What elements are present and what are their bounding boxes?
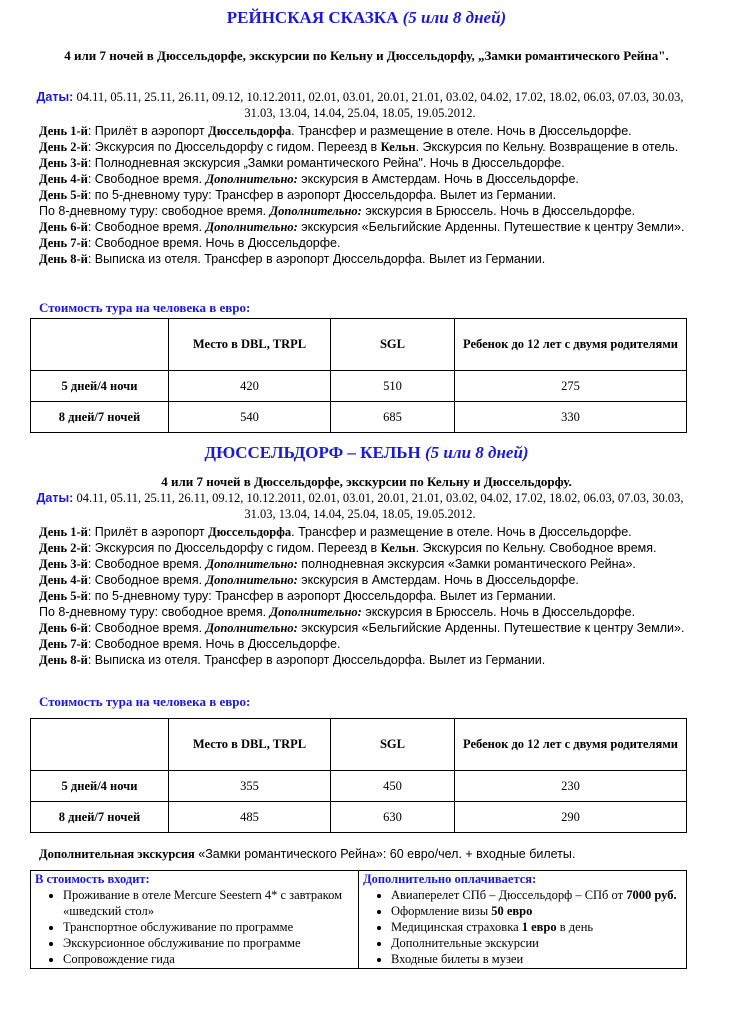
day-text: : Полнодневная экскурсия „Замки романтического Рейна". Ночь в Дюссельдорфе. — [87, 156, 565, 170]
included-table — [30, 870, 687, 969]
tour1-dates-text: 04.11, 05.11, 25.11, 26.11, 09.12, 10.12.2011, 02.01, 03.01, 20.01, 21.01, 03.02, 04.02, 17.02, 18.02, 06.03, 07.03, 30.03, 31.03, 13.04, 14.04, 25.04, 18.05, 19.05.2012. — [73, 90, 684, 120]
price-header-cell: Место в DBL, TRPL — [169, 719, 331, 771]
price-cell: 330 — [455, 402, 687, 433]
paid-item-price: 50 евро — [491, 904, 533, 918]
itinerary-day — [39, 620, 689, 636]
day-optional-label: Дополнительно: — [205, 220, 298, 234]
day-label: День 6-й — [39, 621, 88, 635]
paid-item-price: 7000 руб. — [626, 888, 677, 902]
price-cell: 355 — [169, 771, 331, 802]
price-row — [31, 771, 687, 802]
itinerary-day — [39, 604, 689, 620]
itinerary-day — [39, 235, 689, 251]
tour2-subtitle: 4 или 7 ночей в Дюссельдорфе, экскурсии по Кельну и Дюссельдорфу. — [161, 474, 572, 489]
day-optional-label: Дополнительно: — [205, 557, 298, 571]
paid-list — [363, 887, 682, 967]
paid-item-text: Медицинская страховка — [391, 920, 522, 934]
tour1-title — [0, 8, 733, 28]
day-text-cont: экскурсия в Брюссель. Ночь в Дюссельдорфе. — [361, 605, 636, 619]
paid-title: Дополнительно оплачивается: — [363, 872, 537, 886]
day-text-cont: экскурсия в Амстердам. Ночь в Дюссельдорфе. — [297, 573, 579, 587]
tour2-price-table — [30, 718, 687, 833]
paid-item-text: Авиаперелет СПб – Дюссельдорф – СПб от — [391, 888, 627, 902]
included-list — [35, 887, 354, 967]
day-text-cont: . Трансфер и размещение в отеле. Ночь в Дюссельдорфе. — [291, 124, 632, 138]
itinerary-day — [39, 171, 689, 187]
itinerary-day — [39, 123, 689, 139]
price-header-cell: Ребенок до 12 лет с двумя родителями — [455, 719, 687, 771]
price-cell: 290 — [455, 802, 687, 833]
itinerary-day — [39, 155, 689, 171]
price-header-row — [31, 319, 687, 371]
itinerary-day — [39, 187, 689, 203]
tour2-dates — [30, 490, 690, 522]
day-optional-label: Дополнительно: — [269, 204, 362, 218]
day-optional-label: Дополнительно: — [205, 621, 298, 635]
day-text-cont: экскурсия «Бельгийские Арденны. Путешествие к центру Земли». — [297, 220, 685, 234]
included-title: В стоимость входит: — [35, 872, 150, 886]
price-cell: 510 — [331, 371, 455, 402]
itinerary-day — [39, 139, 689, 155]
paid-item — [391, 919, 682, 935]
price-cell: 230 — [455, 771, 687, 802]
tour2-price-title: Стоимость тура на человека в евро: — [39, 694, 251, 709]
itinerary-day — [39, 636, 689, 652]
day-text: : Экскурсия по Дюссельдорфу с гидом. Переезд в — [87, 140, 381, 154]
day-place: Кельн — [380, 541, 416, 555]
day-text: : по 5-дневному туру: Трансфер в аэропорт Дюссельдорфа. Вылет из Германии. — [87, 188, 557, 202]
day-optional-label: Дополнительно: — [205, 573, 298, 587]
day-text: По 8-дневному туру: свободное время. — [39, 605, 270, 619]
day-label: День 3-й — [39, 156, 88, 170]
paid-item-text: Оформление визы — [391, 904, 492, 918]
tour1-price-title: Стоимость тура на человека в евро: — [39, 300, 251, 315]
day-text-cont: полнодневная экскурсия «Замки романтического Рейна». — [297, 557, 636, 571]
paid-item-text: Дополнительные экскурсии — [391, 936, 539, 950]
tour1-dates-label: Даты: — [36, 90, 74, 104]
tour1-title-days: (5 или 8 дней) — [402, 8, 507, 27]
tour1-title-text: РЕЙНСКАЯ СКАЗКА — [226, 8, 399, 27]
tour2-dates-text: 04.11, 05.11, 25.11, 26.11, 09.12, 10.12.2011, 02.01, 03.01, 20.01, 21.01, 03.02, 04.02, 17.02, 18.02, 06.03, 07.03, 30.03, 31.03, 13.04, 14.04, 25.04, 18.05, 19.05.2012. — [73, 491, 684, 521]
day-label: День 2-й — [39, 140, 88, 154]
day-label: День 2-й — [39, 541, 88, 555]
day-text-cont: экскурсия в Брюссель. Ночь в Дюссельдорфе. — [361, 204, 636, 218]
price-header-cell: SGL — [331, 719, 455, 771]
price-cell: 275 — [455, 371, 687, 402]
day-text: : Свободное время. — [87, 573, 206, 587]
price-header-cell — [31, 319, 169, 371]
paid-column — [359, 871, 687, 969]
price-cell: 540 — [169, 402, 331, 433]
day-text: По 8-дневному туру: свободное время. — [39, 204, 270, 218]
itinerary-day — [39, 588, 689, 604]
included-item: • Экскурсионное обслуживание по программе — [63, 935, 354, 951]
day-text: : Выписка из отеля. Трансфер в аэропорт Дюссельдорфа. Вылет из Германии. — [87, 252, 546, 266]
tour1-subtitle: 4 или 7 ночей в Дюссельдорфе, экскурсии по Кельну и Дюссельдорфу, „Замки романтического Рейна". — [64, 48, 669, 63]
paid-item-text: Входные билеты в музеи — [391, 952, 524, 966]
day-label: День 1-й — [39, 124, 88, 138]
tour1-price-table — [30, 318, 687, 433]
itinerary-day — [39, 251, 689, 267]
paid-item — [391, 951, 682, 967]
day-optional-label: Дополнительно: — [205, 172, 298, 186]
day-text-cont: экскурсия «Бельгийские Арденны. Путешествие к центру Земли». — [297, 621, 685, 635]
price-cell: 485 — [169, 802, 331, 833]
day-text: : Свободное время. — [87, 172, 206, 186]
day-place: Дюссельдорфа — [208, 525, 292, 539]
itinerary-day — [39, 203, 689, 219]
day-label: День 6-й — [39, 220, 88, 234]
day-text: : Выписка из отеля. Трансфер в аэропорт Дюссельдорфа. Вылет из Германии. — [87, 653, 546, 667]
day-label: День 4-й — [39, 172, 88, 186]
day-place: Кельн — [380, 140, 416, 154]
day-text: : по 5-дневному туру: Трансфер в аэропорт Дюссельдорфа. Вылет из Германии. — [87, 589, 557, 603]
day-text-cont: экскурсия в Амстердам. Ночь в Дюссельдорфе. — [297, 172, 579, 186]
tour2-title-text: ДЮССЕЛЬДОРФ – КЕЛЬН — [204, 443, 421, 462]
price-header-cell: Место в DBL, TRPL — [169, 319, 331, 371]
day-text: : Свободное время. — [87, 621, 206, 635]
price-row-label: 5 дней/4 ночи — [31, 371, 169, 402]
itinerary-day — [39, 572, 689, 588]
day-label: День 8-й — [39, 653, 88, 667]
day-label: День 8-й — [39, 252, 88, 266]
day-label: День 7-й — [39, 637, 88, 651]
price-row-label: 8 дней/7 ночей — [31, 402, 169, 433]
extra-excursion — [39, 847, 575, 862]
day-optional-label: Дополнительно: — [269, 605, 362, 619]
day-text-cont: . Экскурсия по Кельну. Свободное время. — [415, 541, 657, 555]
tour2-dates-label: Даты: — [36, 491, 74, 505]
day-text: : Свободное время. — [87, 220, 206, 234]
paid-item — [391, 935, 682, 951]
tour1-itinerary — [39, 123, 689, 267]
extra-excursion-text: «Замки романтического Рейна»: 60 евро/чел. + входные билеты. — [194, 847, 576, 861]
price-row-label: 8 дней/7 ночей — [31, 802, 169, 833]
day-text: : Экскурсия по Дюссельдорфу с гидом. Переезд в — [87, 541, 381, 555]
tour2-itinerary — [39, 524, 689, 668]
price-cell: 420 — [169, 371, 331, 402]
price-cell: 450 — [331, 771, 455, 802]
paid-item — [391, 887, 682, 903]
day-text-cont: . Трансфер и размещение в отеле. Ночь в Дюссельдорфе. — [291, 525, 632, 539]
day-label: День 5-й — [39, 589, 88, 603]
price-header-cell: Ребенок до 12 лет с двумя родителями — [455, 319, 687, 371]
tour2-title — [0, 443, 733, 463]
itinerary-day — [39, 556, 689, 572]
day-text: : Свободное время. Ночь в Дюссельдорфе. — [87, 637, 341, 651]
day-text-cont: . Экскурсия по Кельну. Возвращение в отель. — [415, 140, 679, 154]
price-header-row — [31, 719, 687, 771]
itinerary-day — [39, 540, 689, 556]
price-cell: 685 — [331, 402, 455, 433]
price-row — [31, 371, 687, 402]
paid-item — [391, 903, 682, 919]
included-item: • Транспортное обслуживание по программе — [63, 919, 354, 935]
tour2-title-days: (5 или 8 дней) — [425, 443, 529, 462]
extra-excursion-label: Дополнительная экскурсия — [39, 847, 195, 861]
day-label: День 3-й — [39, 557, 88, 571]
included-column — [31, 871, 359, 969]
day-text: : Прилёт в аэропорт — [87, 124, 209, 138]
price-cell: 630 — [331, 802, 455, 833]
price-row — [31, 802, 687, 833]
day-text: : Прилёт в аэропорт — [87, 525, 209, 539]
included-item: • Проживание в отеле Mercure Seestern 4* с завтраком «шведский стол» — [63, 887, 354, 919]
paid-item-text-cont: в день — [556, 920, 594, 934]
day-label: День 4-й — [39, 573, 88, 587]
itinerary-day — [39, 524, 689, 540]
itinerary-day — [39, 219, 689, 235]
price-header-cell: SGL — [331, 319, 455, 371]
day-label: День 7-й — [39, 236, 88, 250]
day-label: День 1-й — [39, 525, 88, 539]
day-place: Дюссельдорфа — [208, 124, 292, 138]
price-row — [31, 402, 687, 433]
price-header-cell — [31, 719, 169, 771]
day-text: : Свободное время. — [87, 557, 206, 571]
itinerary-day — [39, 652, 689, 668]
price-row-label: 5 дней/4 ночи — [31, 771, 169, 802]
tour1-dates — [30, 89, 690, 121]
paid-item-price: 1 евро — [521, 920, 557, 934]
day-text: : Свободное время. Ночь в Дюссельдорфе. — [87, 236, 341, 250]
day-label: День 5-й — [39, 188, 88, 202]
included-item: • Сопровождение гида — [63, 951, 354, 967]
